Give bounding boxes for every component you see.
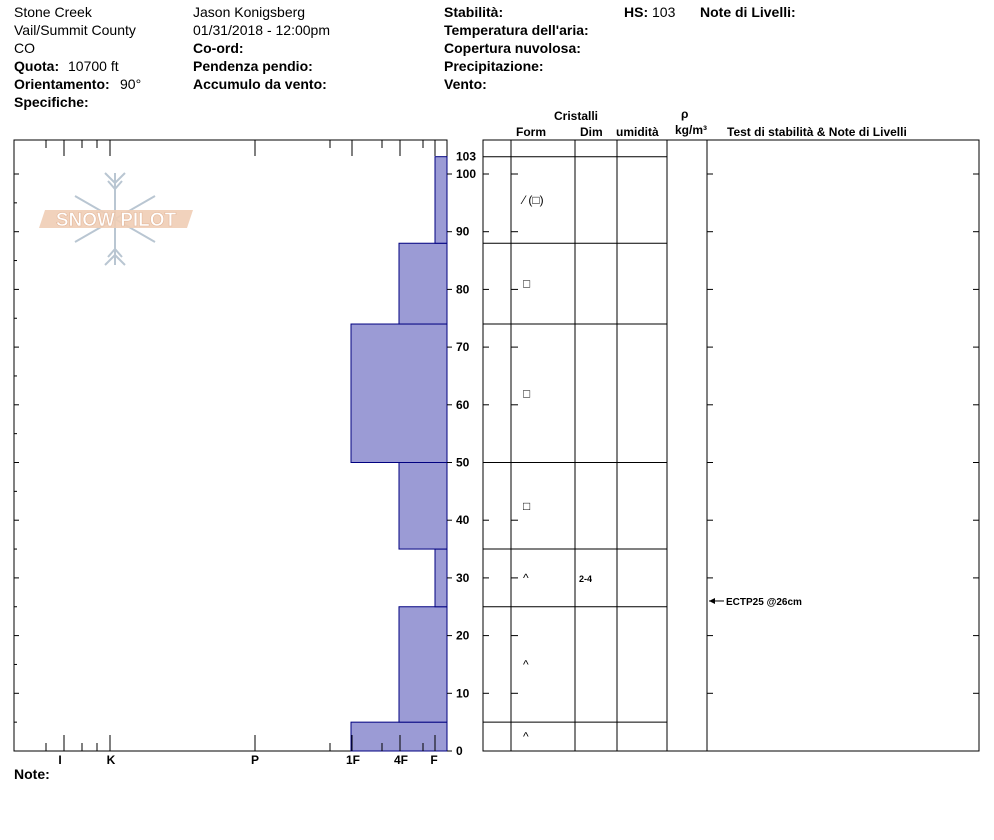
stability-label: Stabilità: — [444, 4, 504, 20]
density-unit-header: kg/m³ — [675, 123, 708, 137]
height-tick-label: 60 — [456, 397, 470, 412]
height-tick-label: 10 — [456, 686, 470, 701]
hardness-layer-bars — [351, 157, 447, 751]
logo-text: SNOW PILOT — [55, 210, 177, 231]
precipitation-label: Precipitazione: — [444, 58, 544, 74]
height-tick-label: 90 — [456, 224, 470, 239]
height-axis — [447, 150, 476, 758]
aspect-value: 90° — [120, 76, 142, 92]
height-tick-label: 50 — [456, 455, 470, 470]
stability-test-label-0: ECTP25 @26cm — [726, 596, 802, 608]
height-tick-label: 100 — [456, 167, 477, 181]
height-tick-label: 40 — [456, 513, 470, 528]
hardness-bar-0 — [351, 722, 447, 751]
hardness-label-1F: 1F — [345, 753, 361, 767]
hardness-label-4F: 4F — [393, 753, 409, 767]
air-temp-label: Temperatura dell'aria: — [444, 22, 589, 38]
hardness-label-F: F — [430, 753, 438, 767]
observation-datetime: 01/31/2018 - 12:00pm — [193, 22, 330, 38]
hardness-label-K: K — [106, 753, 116, 767]
hs-value: 103 — [652, 4, 676, 20]
height-tick-label: 70 — [456, 340, 470, 355]
height-tick-label: 0 — [456, 744, 463, 758]
hardness-bar-4 — [351, 324, 447, 462]
moisture-header: umidità — [616, 125, 659, 139]
stability-test-arrowhead — [709, 598, 715, 604]
slope-label: Pendenza pendio: — [193, 58, 313, 74]
wind-loading-label: Accumulo da vento: — [193, 76, 327, 92]
grain-form-symbols — [520, 193, 592, 744]
form-header: Form — [516, 125, 546, 139]
elevation-label: Quota: — [14, 58, 60, 74]
hardness-axis-labels — [58, 753, 437, 767]
height-tick-label: 30 — [456, 570, 470, 585]
hardness-bar-6 — [435, 157, 447, 244]
hardness-bar-2 — [435, 549, 447, 607]
grain-size-2: 2-4 — [579, 573, 593, 584]
rho-header: ρ — [681, 107, 689, 121]
notes-label: Note: — [14, 766, 50, 782]
tests-notes-header: Test di stabilità & Note di Livelli — [727, 125, 907, 139]
grain-form-2: ^ — [523, 570, 529, 585]
hs-label: HS: — [624, 4, 649, 20]
height-tick-label: 20 — [456, 628, 470, 643]
hardness-label-P: P — [250, 753, 260, 767]
aspect-label: Orientamento: — [14, 76, 110, 92]
state: CO — [14, 40, 35, 56]
grain-form-3: □ — [523, 498, 531, 513]
grain-form-0: ^ — [523, 729, 529, 744]
cloud-cover-label: Copertura nuvolosa: — [444, 40, 581, 56]
layer-notes-label: Note di Livelli: — [700, 4, 796, 20]
mountain-range: Vail/Summit County — [14, 22, 136, 38]
hardness-bar-5 — [399, 243, 447, 324]
grain-form-4: □ — [523, 386, 531, 401]
crystals-header: Cristalli — [554, 109, 599, 123]
hardness-bar-3 — [399, 463, 447, 550]
elevation-value: 10700 ft — [68, 58, 119, 74]
grain-form-1: ^ — [523, 657, 529, 672]
height-top-label: 103 — [456, 149, 477, 164]
grain-form-6: ⁄ (□) — [523, 192, 544, 207]
location-name: Stone Creek — [14, 4, 92, 20]
observer-name: Jason Konigsberg — [193, 4, 306, 20]
hardness-label-I: I — [58, 753, 62, 767]
size-header: Dim — [580, 125, 603, 139]
crystal-table-frame — [483, 140, 979, 751]
snowpilot-logo — [39, 173, 193, 265]
grain-form-5: □ — [523, 276, 531, 291]
wind-label: Vento: — [444, 76, 487, 92]
stability-test-markers — [709, 597, 802, 608]
hardness-bar-1 — [399, 607, 447, 722]
coord-label: Co-ord: — [193, 40, 244, 56]
crystal-table-columns — [511, 140, 707, 751]
specifics-label: Specifiche: — [14, 94, 89, 110]
height-tick-label: 80 — [456, 282, 470, 297]
